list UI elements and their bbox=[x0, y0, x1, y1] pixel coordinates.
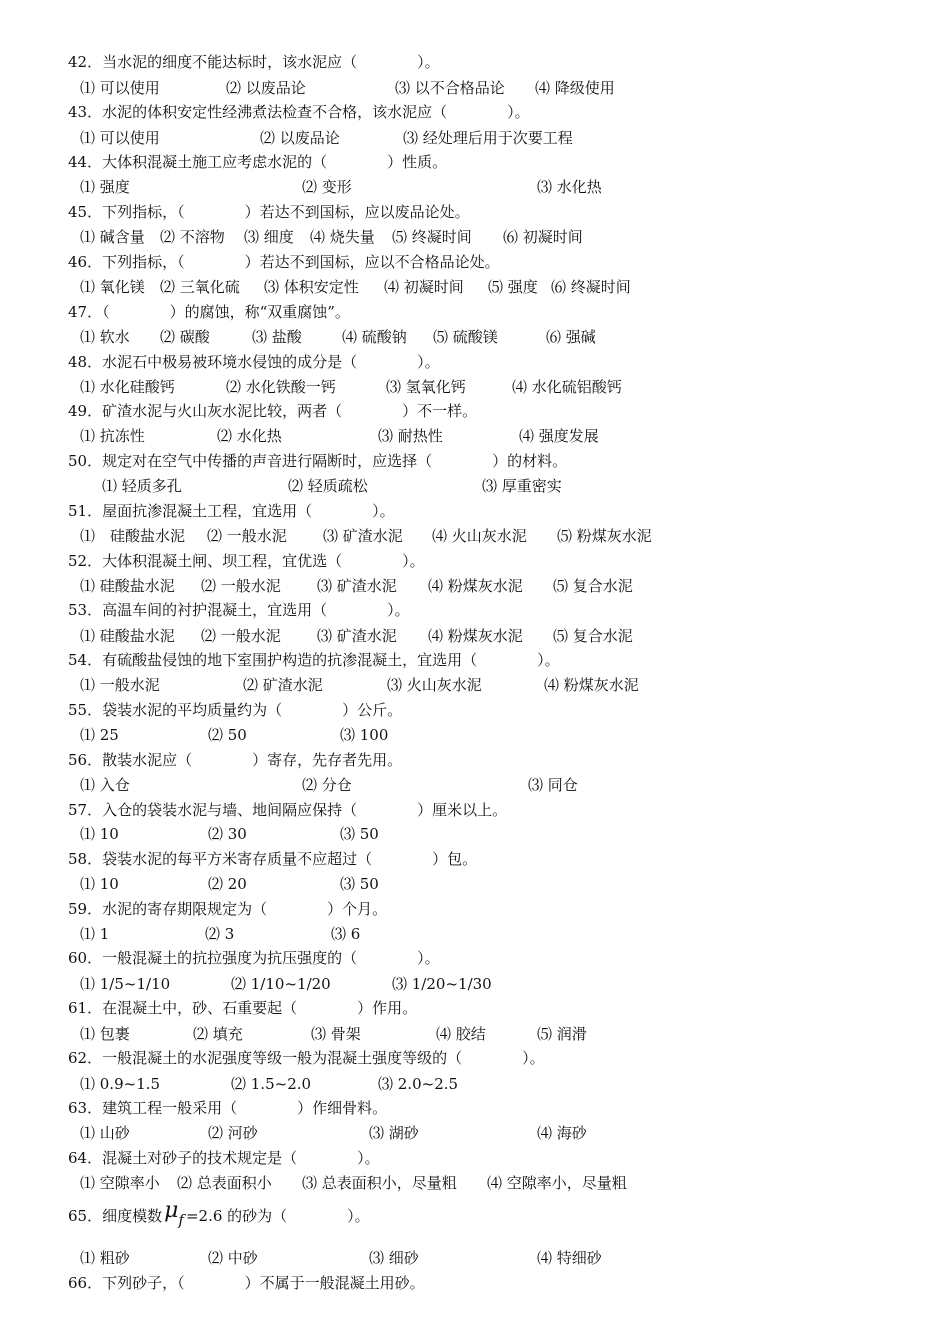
question-47-options bbox=[0, 327, 950, 347]
question-57-option-1: ⑴ 10 bbox=[80, 825, 119, 843]
question-49-options bbox=[0, 426, 950, 446]
question-43-options bbox=[0, 128, 950, 148]
question-56-stem: 56．散装水泥应（ ）寄存，先存者先用。 bbox=[68, 751, 403, 769]
question-55-option-1: ⑴ 25 bbox=[80, 726, 119, 744]
question-46-option-4: ⑷ 初凝时间 bbox=[384, 278, 464, 296]
question-64-option-4: ⑷ 空隙率小，尽量粗 bbox=[487, 1174, 627, 1192]
question-52-option-5: ⑸ 复合水泥 bbox=[553, 577, 633, 595]
question-44-stem: 44．大体积混凝土施工应考虑水泥的（ ）性质。 bbox=[68, 153, 448, 171]
question-60-option-3: ⑶ 1/20~1/30 bbox=[392, 975, 492, 993]
question-63-option-3: ⑶ 湖砂 bbox=[369, 1124, 419, 1142]
question-61-options bbox=[0, 1024, 950, 1044]
question-54-option-3: ⑶ 火山灰水泥 bbox=[387, 676, 482, 694]
question-44-option-1: ⑴ 强度 bbox=[80, 178, 130, 196]
question-64-option-3: ⑶ 总表面积小，尽量粗 bbox=[302, 1174, 457, 1192]
question-61-option-2: ⑵ 填充 bbox=[193, 1025, 243, 1043]
question-62-option-2: ⑵ 1.5~2.0 bbox=[231, 1075, 312, 1093]
question-42-options bbox=[0, 78, 950, 98]
question-64-option-1: ⑴ 空隙率小 bbox=[80, 1174, 160, 1192]
question-49-option-1: ⑴ 抗冻性 bbox=[80, 427, 145, 445]
question-44-options bbox=[0, 177, 950, 197]
question-65-stem-part-2: =2.6 的砂为（ ）。 bbox=[185, 1207, 370, 1225]
question-55-option-3: ⑶ 100 bbox=[340, 726, 389, 744]
question-51-option-3: ⑶ 矿渣水泥 bbox=[323, 527, 403, 545]
question-54-option-2: ⑵ 矿渣水泥 bbox=[243, 676, 323, 694]
question-42-option-1: ⑴ 可以使用 bbox=[80, 79, 160, 97]
question-42-option-2: ⑵ 以废品论 bbox=[226, 79, 306, 97]
question-64-stem: 64．混凝土对砂子的技术规定是（ ）。 bbox=[68, 1149, 380, 1167]
question-65-stem-part-1: 65．细度模数 bbox=[68, 1207, 163, 1225]
question-65-option-2: ⑵ 中砂 bbox=[208, 1249, 258, 1267]
question-58-options bbox=[0, 874, 950, 894]
fineness-modulus-subscript: f bbox=[178, 1211, 184, 1229]
question-52-option-4: ⑷ 粉煤灰水泥 bbox=[428, 577, 523, 595]
question-47-option-6: ⑹ 强碱 bbox=[546, 328, 596, 346]
question-47-option-4: ⑷ 硫酸钠 bbox=[342, 328, 407, 346]
question-47-option-5: ⑸ 硫酸镁 bbox=[433, 328, 498, 346]
question-59-stem: 59．水泥的寄存期限规定为（ ）个月。 bbox=[68, 900, 388, 918]
question-62-options bbox=[0, 1074, 950, 1094]
question-57-option-3: ⑶ 50 bbox=[340, 825, 379, 843]
question-49-stem: 49．矿渣水泥与火山灰水泥比较，两者（ ）不一样。 bbox=[68, 402, 478, 420]
question-45-option-6: ⑹ 初凝时间 bbox=[503, 228, 583, 246]
question-47-option-2: ⑵ 碳酸 bbox=[160, 328, 210, 346]
question-54-option-1: ⑴ 一般水泥 bbox=[80, 676, 160, 694]
question-44-option-3: ⑶ 水化热 bbox=[537, 178, 602, 196]
question-61-option-4: ⑷ 胶结 bbox=[436, 1025, 486, 1043]
question-51-stem: 51．屋面抗渗混凝土工程，宜选用（ ）。 bbox=[68, 502, 395, 520]
question-53-options bbox=[0, 626, 950, 646]
question-54-options bbox=[0, 675, 950, 695]
question-48-stem: 48．水泥石中极易被环境水侵蚀的成分是（ ）。 bbox=[68, 353, 440, 371]
question-56-options bbox=[0, 775, 950, 795]
question-52-option-3: ⑶ 矿渣水泥 bbox=[317, 577, 397, 595]
question-61-option-5: ⑸ 润滑 bbox=[537, 1025, 587, 1043]
question-45-option-5: ⑸ 终凝时间 bbox=[392, 228, 472, 246]
question-54-stem: 54．有硫酸盐侵蚀的地下室围护构造的抗渗混凝土，宜选用（ ）。 bbox=[68, 651, 560, 669]
question-45-option-4: ⑷ 烧失量 bbox=[310, 228, 375, 246]
question-50-option-2: ⑵ 轻质疏松 bbox=[288, 477, 368, 495]
question-63-options bbox=[0, 1123, 950, 1143]
question-54-option-4: ⑷ 粉煤灰水泥 bbox=[544, 676, 639, 694]
question-64-option-2: ⑵ 总表面积小 bbox=[177, 1174, 272, 1192]
question-57-options bbox=[0, 824, 950, 844]
question-51-options bbox=[0, 526, 950, 546]
question-55-option-2: ⑵ 50 bbox=[208, 726, 247, 744]
question-62-stem: 62．一般混凝土的水泥强度等级一般为混凝土强度等级的（ ）。 bbox=[68, 1049, 545, 1067]
question-61-option-1: ⑴ 包裹 bbox=[80, 1025, 130, 1043]
question-46-option-3: ⑶ 体积安定性 bbox=[264, 278, 359, 296]
question-63-option-4: ⑷ 海砂 bbox=[537, 1124, 587, 1142]
question-45-options bbox=[0, 227, 950, 247]
question-43-option-2: ⑵ 以废品论 bbox=[260, 129, 340, 147]
question-47-option-1: ⑴ 软水 bbox=[80, 328, 130, 346]
question-50-stem: 50．规定对在空气中传播的声音进行隔断时，应选择（ ）的材料。 bbox=[68, 452, 568, 470]
question-46-stem: 46．下列指标，（ ）若达不到国标，应以不合格品论处。 bbox=[68, 253, 500, 271]
question-45-stem: 45．下列指标，（ ）若达不到国标，应以废品论处。 bbox=[68, 203, 470, 221]
question-56-option-2: ⑵ 分仓 bbox=[302, 776, 352, 794]
question-48-options bbox=[0, 377, 950, 397]
question-53-option-3: ⑶ 矿渣水泥 bbox=[317, 627, 397, 645]
question-58-stem: 58．袋装水泥的每平方米寄存质量不应超过（ ）包。 bbox=[68, 850, 478, 868]
question-66-stem: 66．下列砂子，（ ）不属于一般混凝土用砂。 bbox=[68, 1274, 425, 1292]
question-58-option-3: ⑶ 50 bbox=[340, 875, 379, 893]
question-47-stem: 47．（ ）的腐蚀，称“双重腐蚀”。 bbox=[68, 303, 350, 321]
question-53-option-1: ⑴ 硅酸盐水泥 bbox=[80, 627, 175, 645]
question-55-stem: 55．袋装水泥的平均质量约为（ ）公斤。 bbox=[68, 701, 403, 719]
question-65-stem bbox=[68, 1198, 370, 1229]
question-42-option-4: ⑷ 降级使用 bbox=[535, 79, 615, 97]
question-64-options bbox=[0, 1173, 950, 1193]
question-49-option-4: ⑷ 强度发展 bbox=[519, 427, 599, 445]
question-53-option-2: ⑵ 一般水泥 bbox=[201, 627, 281, 645]
question-53-option-5: ⑸ 复合水泥 bbox=[553, 627, 633, 645]
question-48-option-2: ⑵ 水化铁酸一钙 bbox=[226, 378, 336, 396]
question-63-option-2: ⑵ 河砂 bbox=[208, 1124, 258, 1142]
question-52-stem: 52．大体积混凝土闸、坝工程，宜优选（ ）。 bbox=[68, 552, 425, 570]
question-46-option-2: ⑵ 三氧化硫 bbox=[160, 278, 240, 296]
question-62-option-1: ⑴ 0.9~1.5 bbox=[80, 1075, 161, 1093]
question-47-option-3: ⑶ 盐酸 bbox=[252, 328, 302, 346]
question-55-options bbox=[0, 725, 950, 745]
question-56-option-3: ⑶ 同仓 bbox=[528, 776, 578, 794]
question-59-option-3: ⑶ 6 bbox=[331, 925, 361, 943]
question-62-option-3: ⑶ 2.0~2.5 bbox=[378, 1075, 459, 1093]
question-52-option-2: ⑵ 一般水泥 bbox=[201, 577, 281, 595]
question-57-option-2: ⑵ 30 bbox=[208, 825, 247, 843]
question-53-option-4: ⑷ 粉煤灰水泥 bbox=[428, 627, 523, 645]
question-48-option-1: ⑴ 水化硅酸钙 bbox=[80, 378, 175, 396]
question-48-option-4: ⑷ 水化硫铝酸钙 bbox=[512, 378, 622, 396]
question-58-option-1: ⑴ 10 bbox=[80, 875, 119, 893]
question-50-option-1: ⑴ 轻质多孔 bbox=[102, 477, 182, 495]
question-49-option-3: ⑶ 耐热性 bbox=[378, 427, 443, 445]
question-44-option-2: ⑵ 变形 bbox=[302, 178, 352, 196]
question-42-stem: 42．当水泥的细度不能达标时，该水泥应（ ）。 bbox=[68, 53, 440, 71]
question-59-option-2: ⑵ 3 bbox=[205, 925, 235, 943]
question-50-options bbox=[0, 476, 950, 496]
question-59-options bbox=[0, 924, 950, 944]
question-59-option-1: ⑴ 1 bbox=[80, 925, 110, 943]
question-46-option-1: ⑴ 氧化镁 bbox=[80, 278, 145, 296]
question-51-option-4: ⑷ 火山灰水泥 bbox=[432, 527, 527, 545]
question-43-option-1: ⑴ 可以使用 bbox=[80, 129, 160, 147]
question-65-option-1: ⑴ 粗砂 bbox=[80, 1249, 130, 1267]
question-57-stem: 57．入仓的袋装水泥与墙、地间隔应保持（ ）厘米以上。 bbox=[68, 801, 508, 819]
question-63-option-1: ⑴ 山砂 bbox=[80, 1124, 130, 1142]
question-61-option-3: ⑶ 骨架 bbox=[311, 1025, 361, 1043]
question-50-option-3: ⑶ 厚重密实 bbox=[482, 477, 562, 495]
question-63-stem: 63．建筑工程一般采用（ ）作细骨料。 bbox=[68, 1099, 388, 1117]
question-65-option-3: ⑶ 细砂 bbox=[369, 1249, 419, 1267]
question-60-option-2: ⑵ 1/10~1/20 bbox=[231, 975, 331, 993]
question-51-option-2: ⑵ 一般水泥 bbox=[207, 527, 287, 545]
question-42-option-3: ⑶ 以不合格品论 bbox=[395, 79, 505, 97]
question-60-option-1: ⑴ 1/5~1/10 bbox=[80, 975, 171, 993]
question-65-options bbox=[0, 1248, 950, 1268]
question-45-option-3: ⑶ 细度 bbox=[244, 228, 294, 246]
fineness-modulus-symbol: μ bbox=[164, 1198, 179, 1223]
question-49-option-2: ⑵ 水化热 bbox=[217, 427, 282, 445]
question-43-stem: 43．水泥的体积安定性经沸煮法检查不合格，该水泥应（ ）。 bbox=[68, 103, 530, 121]
question-56-option-1: ⑴ 入仓 bbox=[80, 776, 130, 794]
question-52-options bbox=[0, 576, 950, 596]
question-45-option-1: ⑴ 碱含量 bbox=[80, 228, 145, 246]
question-46-options bbox=[0, 277, 950, 297]
question-58-option-2: ⑵ 20 bbox=[208, 875, 247, 893]
question-65-option-4: ⑷ 特细砂 bbox=[537, 1249, 602, 1267]
question-60-options bbox=[0, 974, 950, 994]
question-51-option-5: ⑸ 粉煤灰水泥 bbox=[557, 527, 652, 545]
question-46-option-5: ⑸ 强度 bbox=[488, 278, 538, 296]
question-52-option-1: ⑴ 硅酸盐水泥 bbox=[80, 577, 175, 595]
question-48-option-3: ⑶ 氢氧化钙 bbox=[386, 378, 466, 396]
question-43-option-3: ⑶ 经处理后用于次要工程 bbox=[403, 129, 573, 147]
question-61-stem: 61．在混凝土中，砂、石重要起（ ）作用。 bbox=[68, 999, 418, 1017]
question-46-option-6: ⑹ 终凝时间 bbox=[551, 278, 631, 296]
question-53-stem: 53．高温车间的衬护混凝土，宜选用（ ）。 bbox=[68, 601, 410, 619]
question-60-stem: 60．一般混凝土的抗拉强度为抗压强度的（ ）。 bbox=[68, 949, 440, 967]
question-45-option-2: ⑵ 不溶物 bbox=[160, 228, 225, 246]
question-51-option-1: ⑴ 硅酸盐水泥 bbox=[80, 527, 186, 545]
